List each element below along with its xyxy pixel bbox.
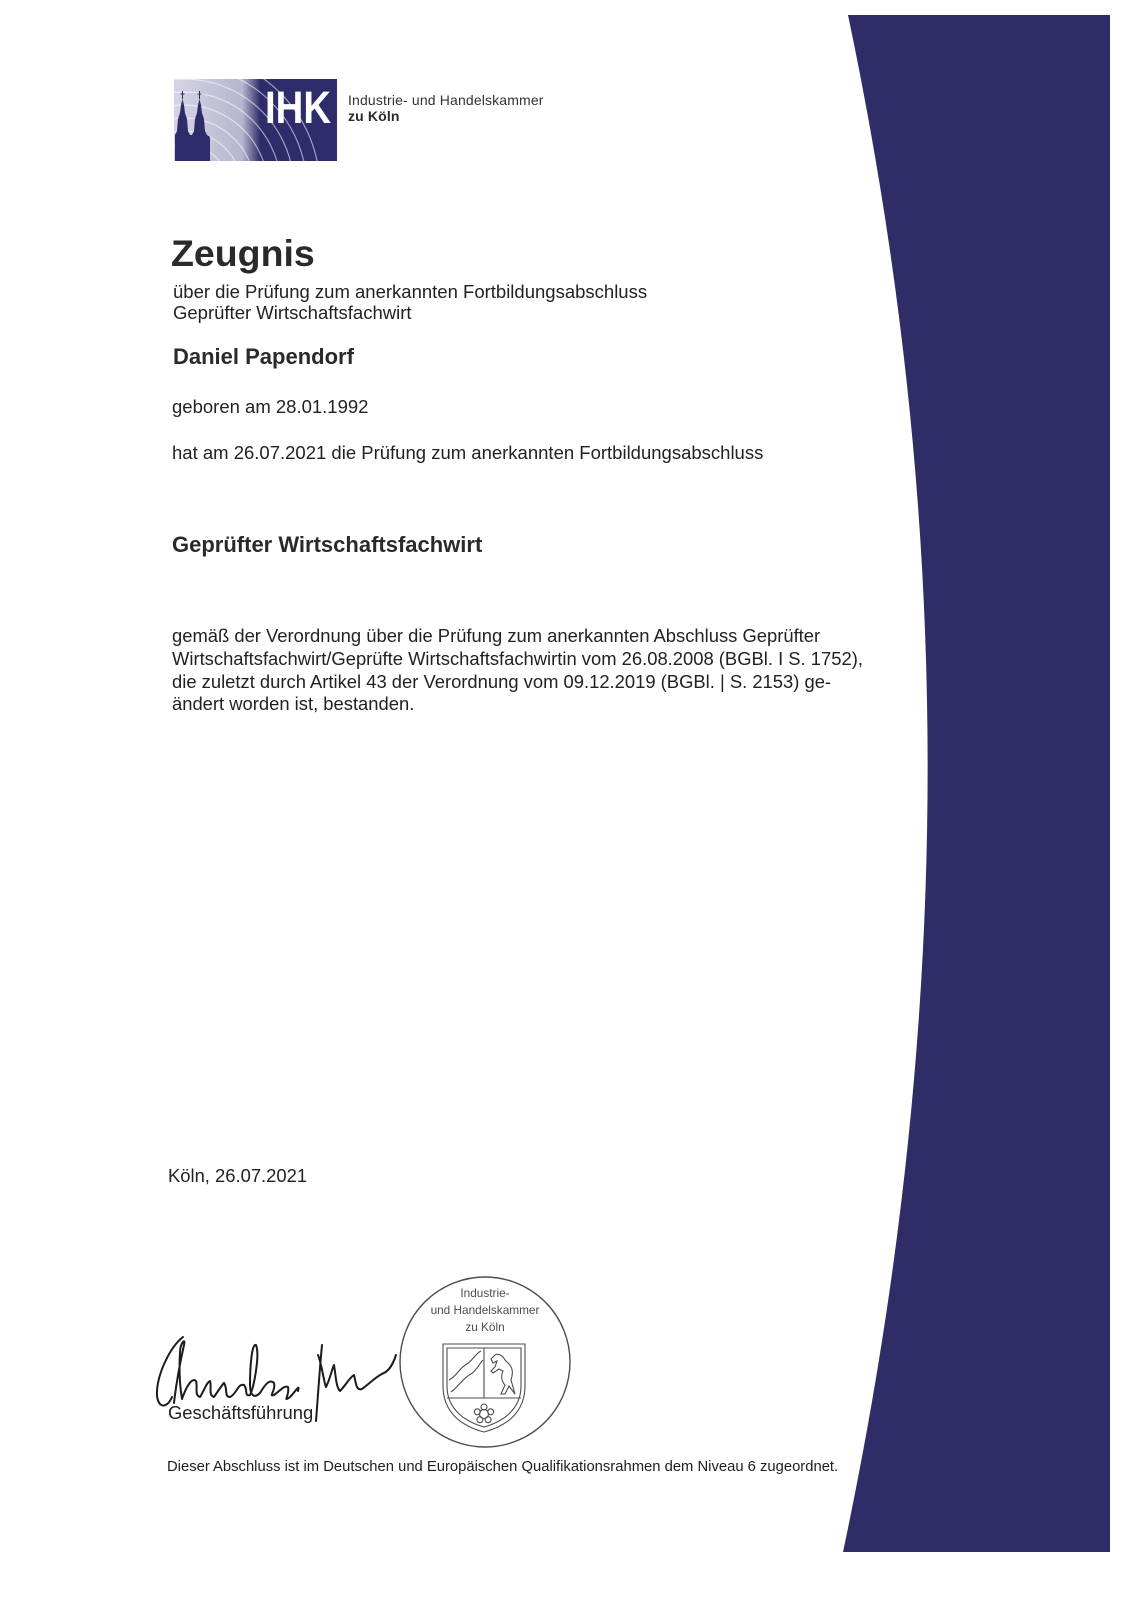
handwritten-signature bbox=[150, 1325, 400, 1425]
band-shape bbox=[843, 15, 1110, 1552]
holder-name: Daniel Papendorf bbox=[173, 344, 354, 369]
qualification-level-note: Dieser Abschluss ist im Deutschen und Europäischen Qualifikationsrahmen dem Niveau 6 zugeordnet. bbox=[167, 1459, 839, 1475]
seal-text-line2: und Handelskammer bbox=[430, 1303, 540, 1317]
birth-date-line: geboren am 28.01.1992 bbox=[172, 396, 369, 417]
document-title: Zeugnis bbox=[171, 232, 315, 274]
official-seal bbox=[397, 1274, 573, 1450]
ihk-logo bbox=[174, 79, 337, 161]
signature-role: Geschäftsführung bbox=[168, 1402, 314, 1423]
subtitle-line2: Geprüfter Wirtschaftsfachwirt bbox=[173, 302, 412, 323]
signature-stroke bbox=[224, 1345, 299, 1399]
subtitle-line1: über die Prüfung zum anerkannten Fortbildungsabschluss bbox=[173, 281, 648, 302]
signature-stroke bbox=[318, 1355, 396, 1391]
legal-basis-line: die zuletzt durch Artikel 43 der Verordnung vom 09.12.2019 (BGBl. | S. 2153) ge- bbox=[172, 671, 832, 692]
legal-basis-line: gemäß der Verordnung über die Prüfung zum anerkannten Abschluss Geprüfter bbox=[172, 625, 821, 646]
legal-basis-line: ändert worden ist, bestanden. bbox=[172, 693, 415, 714]
seal-text-line3: zu Köln bbox=[465, 1320, 505, 1334]
seal-text-line1: Industrie- bbox=[460, 1286, 510, 1300]
qualification-title: Geprüfter Wirtschaftsfachwirt bbox=[172, 532, 483, 557]
logo-name-line1: Industrie- und Handelskammer bbox=[348, 92, 544, 108]
place-and-date: Köln, 26.07.2021 bbox=[168, 1165, 308, 1186]
logo-abbreviation: IHK bbox=[265, 82, 332, 133]
exam-date-line: hat am 26.07.2021 die Prüfung zum anerkannten Fortbildungsabschluss bbox=[172, 442, 764, 463]
signature-stroke bbox=[174, 1341, 224, 1403]
legal-basis-line: Wirtschaftsfachwirt/Geprüfte Wirtschaftsfachwirtin vom 26.08.2008 (BGBl. I S. 1752), bbox=[172, 648, 863, 669]
logo-name-line2: zu Köln bbox=[348, 108, 400, 124]
coat-of-arms-icon bbox=[443, 1344, 525, 1432]
